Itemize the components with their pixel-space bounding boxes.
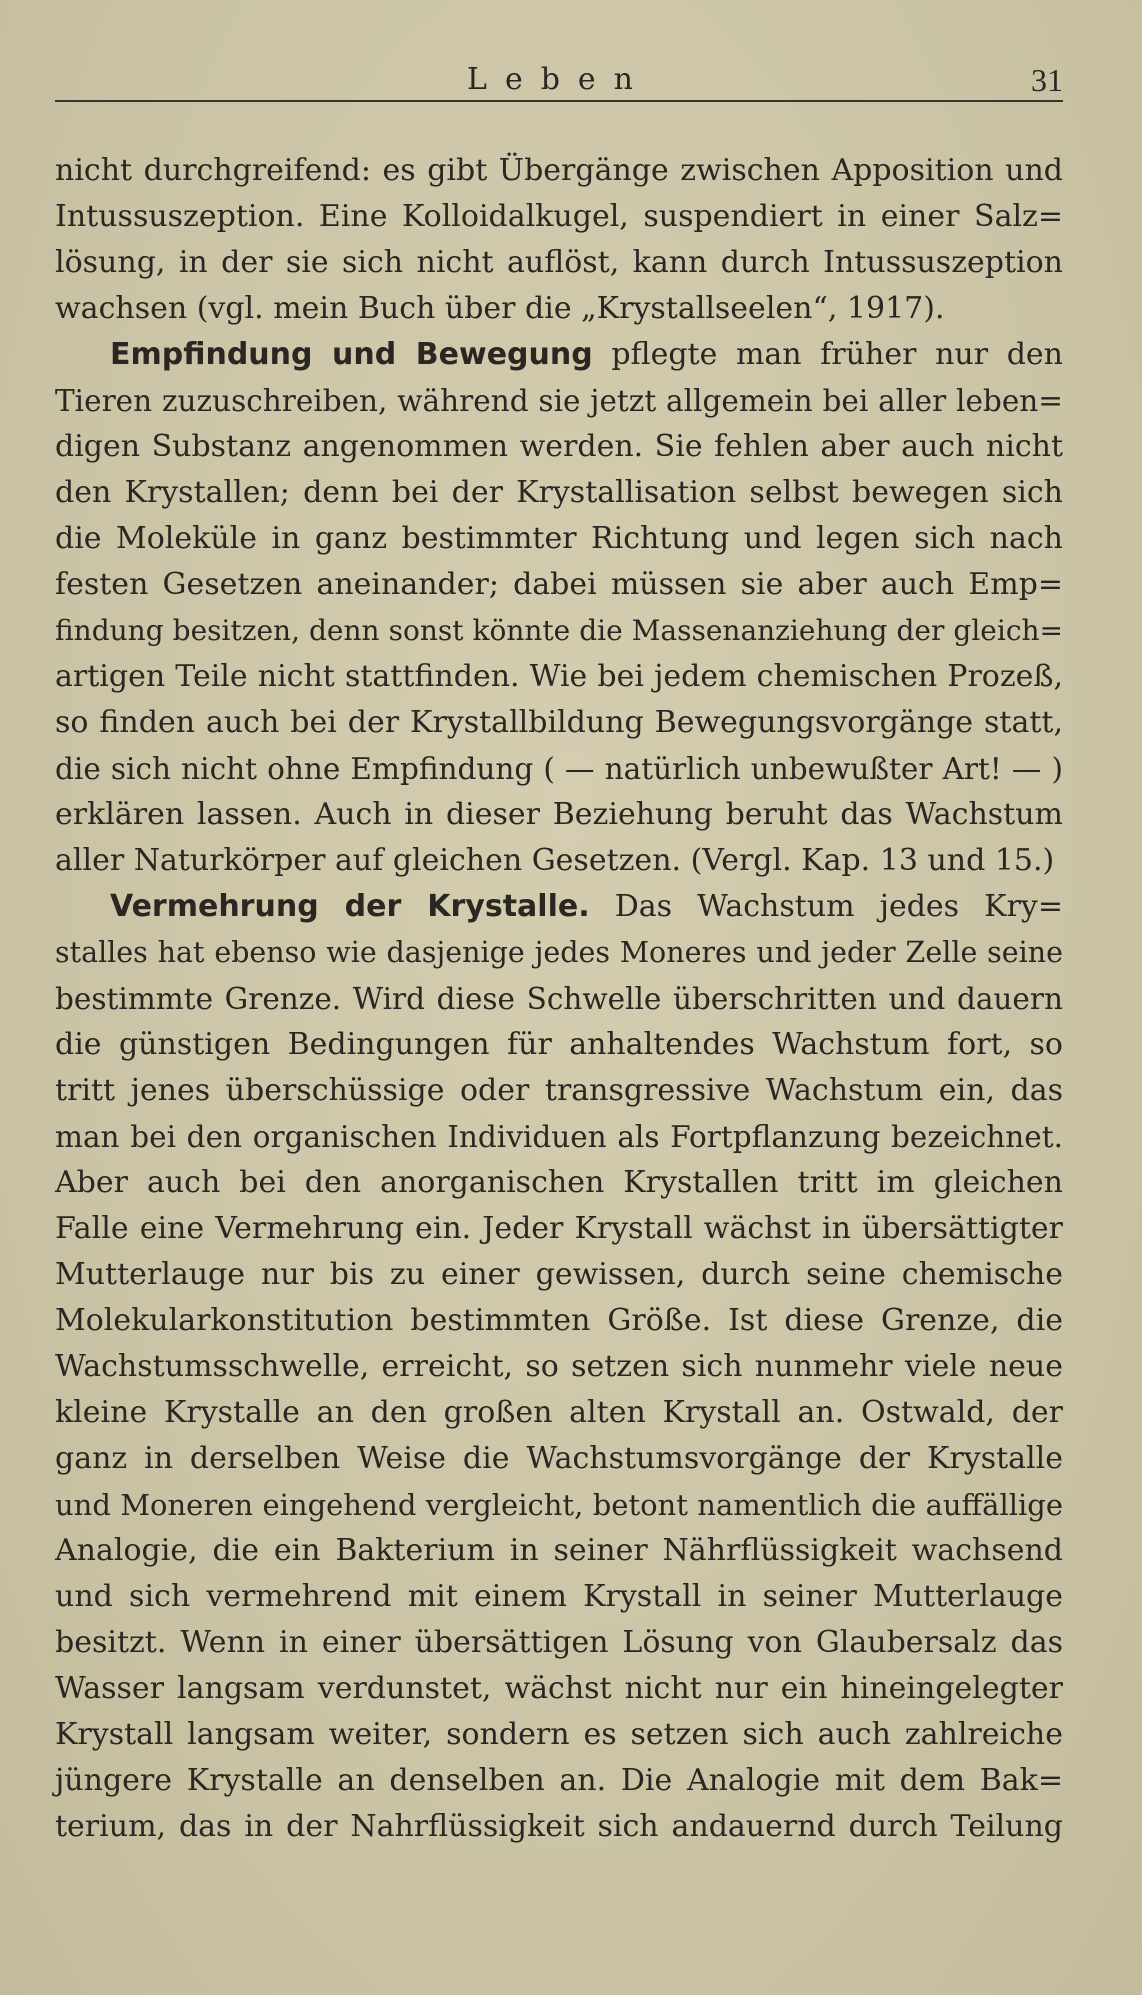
text-line: die günstigen Bedingungen für anhaltendes Wachstum fort, so xyxy=(55,1027,1063,1062)
text-line: digen Substanz angenommen werden. Sie fehlen aber auch nicht xyxy=(55,429,1063,464)
text-line: Krystall langsam weiter, sondern es setzen sich auch zahlreiche xyxy=(55,1717,1063,1752)
text-line: und sich vermehrend mit einem Krystall in seiner Mutterlauge xyxy=(55,1579,1063,1614)
text-line: Intussuszeption. Eine Kolloidalkugel, suspendiert in einer Salz= xyxy=(55,199,1063,234)
text-line xyxy=(55,884,1063,930)
text-line: findung besitzen, denn sonst könnte die Massenanziehung der gleich= xyxy=(55,614,1063,647)
text-line: artigen Teile nicht stattfinden. Wie bei jedem chemischen Prozeß, xyxy=(55,659,1063,694)
text-line: stalles hat ebenso wie dasjenige jedes Moneres und jeder Zelle seine xyxy=(55,936,1063,969)
text-line: Falle eine Vermehrung ein. Jeder Krystall wächst in übersättigter xyxy=(55,1211,1063,1246)
text-line: aller Naturkörper auf gleichen Gesetzen. (Vergl. Kap. 13 und 15.) xyxy=(55,843,1055,878)
text-line: so finden auch bei der Krystallbildung Bewegungsvorgänge statt, xyxy=(55,705,1063,740)
text-line: Mutterlauge nur bis zu einer gewissen, durch seine chemische xyxy=(55,1257,1063,1292)
text-line: erklären lassen. Auch in dieser Beziehung beruht das Wachstum xyxy=(55,797,1063,832)
section-heading-vermehrung: Vermehrung der Krystalle. xyxy=(110,889,590,924)
text-line: festen Gesetzen aneinander; dabei müssen sie aber auch Emp= xyxy=(55,567,1063,602)
text-line-continuation: pflegte man früher nur den xyxy=(592,337,1063,372)
text-line: ganz in derselben Weise die Wachstumsvorgänge der Krystalle xyxy=(55,1441,1063,1476)
text-line: die Moleküle in ganz bestimmter Richtung und legen sich nach xyxy=(55,521,1063,556)
text-line-continuation: Das Wachstum jedes Kry= xyxy=(589,889,1063,924)
text-line: die sich nicht ohne Empfindung ( — natürlich unbewußter Art! — ) xyxy=(55,752,1063,786)
text-line: terium, das in der Nahrflüssigkeit sich andauernd durch Teilung xyxy=(55,1809,1063,1844)
text-line: Analogie, die ein Bakterium in seiner Nährflüssigkeit wachsend xyxy=(55,1533,1063,1568)
text-line: bestimmte Grenze. Wird diese Schwelle überschritten und dauern xyxy=(55,982,1063,1016)
text-line: Tieren zuzuschreiben, während sie jetzt allgemein bei aller leben= xyxy=(55,384,1063,418)
text-line: Molekularkonstitution bestimmten Größe. Ist diese Grenze, die xyxy=(55,1303,1063,1338)
text-line: nicht durchgreifend: es gibt Übergänge zwischen Apposition und xyxy=(55,153,1063,188)
text-line: man bei den organischen Individuen als Fortpflanzung bezeichnet. xyxy=(55,1120,1063,1154)
text-line: wachsen (vgl. mein Buch über die „Krystallseelen“, 1917). xyxy=(55,291,945,326)
text-line: lösung, in der sie sich nicht auflöst, kann durch Intussuszeption xyxy=(55,245,1063,280)
text-line: Wachstumsschwelle, erreicht, so setzen sich nunmehr viele neue xyxy=(55,1349,1063,1384)
text-line: kleine Krystalle an den großen alten Krystall an. Ostwald, der xyxy=(55,1395,1063,1430)
text-line: jüngere Krystalle an denselben an. Die Analogie mit dem Bak= xyxy=(55,1763,1063,1798)
text-line: Wasser langsam verdunstet, wächst nicht nur ein hineingelegter xyxy=(55,1671,1063,1706)
section-heading-empfindung: Empfindung und Bewegung xyxy=(110,337,593,372)
text-line: Aber auch bei den anorganischen Krystallen tritt im gleichen xyxy=(55,1165,1063,1200)
text-line: den Krystallen; denn bei der Krystallisation selbst bewegen sich xyxy=(55,475,1063,510)
page-number: 31 xyxy=(1031,62,1063,98)
text-line: tritt jenes überschüssige oder transgressive Wachstum ein, das xyxy=(55,1073,1063,1108)
text-line: und Moneren eingehend vergleicht, betont namentlich die auffällige xyxy=(55,1488,1063,1522)
body-text xyxy=(55,148,1063,1850)
page-header xyxy=(55,60,1063,102)
text-line: besitzt. Wenn in einer übersättigen Lösung von Glaubersalz das xyxy=(55,1625,1063,1660)
text-line xyxy=(55,332,1063,378)
running-title: Leben xyxy=(467,62,651,97)
